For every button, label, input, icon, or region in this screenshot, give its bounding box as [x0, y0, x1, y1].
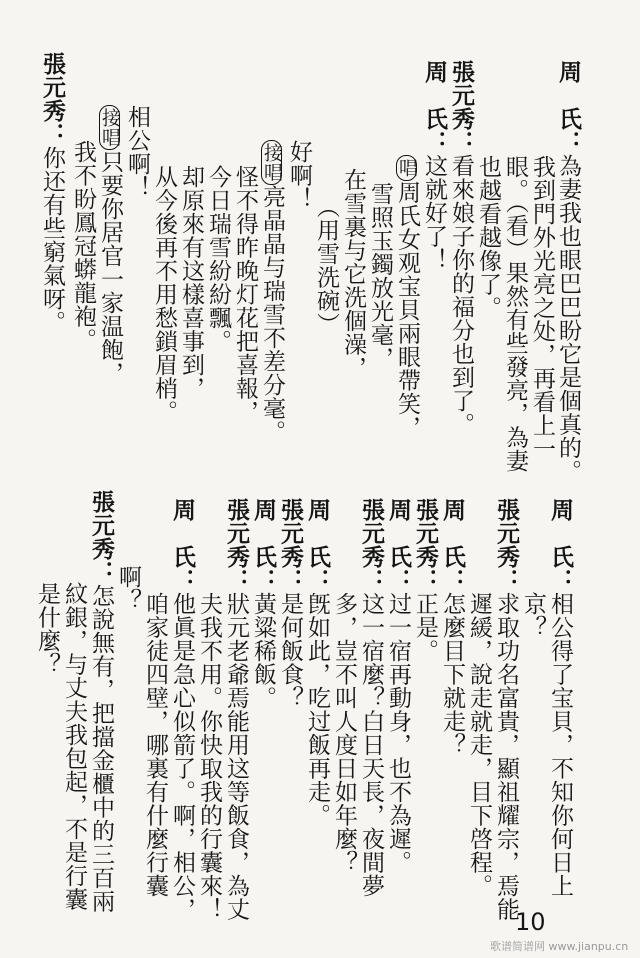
dialogue-text: 看來娘子你的福分也到了。 [448, 154, 474, 436]
speaker-label: 張元秀： [88, 490, 115, 584]
speaker-label: 張元秀： [493, 498, 520, 592]
dialogue-text: 正是。 [412, 592, 438, 663]
speaker-label: 張元秀： [277, 498, 304, 592]
dialogue-text: 相公得了宝貝，不知你何日上 [547, 592, 573, 898]
text-column [314, 195, 337, 336]
text-column [395, 155, 418, 439]
dialogue-text: 你还有些窮氣呀。 [39, 146, 65, 334]
page-number: 10 [515, 908, 546, 936]
dialogue-text: 夫我不用。你快取我的行囊來！ [196, 592, 222, 921]
lyric-text: 在雪裏与它洗個澡， [340, 168, 366, 380]
lyric-text: 却原來有这樣喜事到， [178, 165, 204, 400]
speaker-label: 張元秀： [39, 52, 66, 146]
dialogue-text: 求取功名富貴，顯祖耀宗，焉能 [493, 592, 519, 921]
dialogue-text: 眼。（看）果然有些發亮，為妻 [502, 155, 528, 473]
dialogue-text: 遲緩，說走就走，目下啓程。 [466, 592, 492, 898]
text-column [40, 52, 64, 334]
speaker-label: 周 氏： [421, 60, 448, 154]
text-column [197, 592, 220, 921]
dialogue-text: 好啊！ [286, 140, 312, 211]
text-column [413, 498, 437, 663]
text-column [422, 60, 446, 272]
text-column [332, 592, 355, 874]
dialogue-text: 旣如此，吃过飯再走。 [304, 592, 330, 827]
speaker-label: 周 氏： [439, 498, 466, 592]
dialogue-text: 為妻我也眼巴巴盼它是個真的。 [555, 154, 581, 483]
text-column [251, 498, 275, 710]
text-column [440, 498, 464, 757]
text-column [467, 592, 490, 898]
text-column [287, 140, 310, 211]
text-column [476, 155, 499, 320]
dialogue-text: 这就好了！ [421, 154, 447, 272]
stage-direction: （用雪洗碗） [313, 195, 339, 336]
speaker-label: 周 氏： [250, 498, 277, 592]
speaker-label: 周 氏： [304, 498, 331, 592]
text-column [179, 165, 202, 400]
text-column [62, 582, 85, 911]
lyric-text: 今日瑞雪紛紛飄。 [205, 165, 231, 353]
dialogue-text: 是什麼？ [34, 582, 60, 676]
dialogue-text: 怎說無有，把擋金櫃中的三百兩 [88, 584, 114, 913]
text-column [71, 140, 94, 352]
singing-badge: 接唱 [261, 140, 282, 185]
text-column [359, 498, 383, 898]
lyric-text: 周氏女观宝貝兩眼帶笑， [394, 180, 420, 439]
lyric-text: 从今後再不用愁鎖眉梢。 [151, 165, 177, 424]
dialogue-text: 狀元老爺焉能用这等飯食，為丈 [223, 592, 249, 921]
text-column [494, 498, 518, 921]
text-column [341, 168, 364, 380]
text-column [125, 105, 148, 199]
dialogue-text: 这一宿麼？白日天長，夜間夢 [358, 592, 384, 898]
dialogue-text: 京？ [520, 592, 546, 639]
dialogue-text: 是何飯食？ [277, 592, 303, 710]
text-column [305, 498, 329, 827]
lyric-text: 亮晶晶与瑞雪不差分毫。 [259, 185, 285, 444]
text-column [206, 165, 229, 353]
text-column [143, 592, 166, 898]
text-column [530, 155, 553, 461]
lyric-text: 我不盼鳳冠蟒龍袍。 [70, 140, 96, 352]
speaker-label: 張元秀： [448, 60, 475, 154]
dialogue-text: 也越看越像了。 [475, 155, 501, 320]
speaker-label: 張元秀： [358, 498, 385, 592]
speaker-label: 周 氏： [385, 498, 412, 592]
speaker-label: 張元秀： [412, 498, 439, 592]
speaker-label: 張元秀： [223, 498, 250, 592]
dialogue-text: 咱家徒四壁，哪裏有什麼行囊 [142, 592, 168, 898]
site-watermark: 歌谱简谱网 www.jianpu.cn [490, 940, 629, 953]
text-column [260, 140, 283, 444]
dialogue-text: 黃粱稀飯。 [250, 592, 276, 710]
text-column [89, 490, 113, 913]
dialogue-text: 他眞是急心似箭了。啊，相公， [169, 592, 195, 921]
text-column [233, 165, 256, 424]
text-column [278, 498, 302, 710]
dialogue-text: 我到門外光亮之处，再看上一 [529, 155, 555, 461]
dialogue-text: 啊？ [115, 565, 141, 612]
text-column [368, 182, 391, 370]
text-column [548, 498, 572, 898]
dialogue-text: 过一宿再動身，也不為遲。 [385, 592, 411, 874]
text-column [386, 498, 410, 874]
lyric-text: 雪照玉鐲放光毫， [367, 182, 393, 370]
dialogue-text: 怎麼目下就走？ [439, 592, 465, 757]
text-column [556, 60, 580, 483]
dialogue-text: 紋銀，与丈夫我包起，不是行囊 [61, 582, 87, 911]
dialogue-text: 多，豈不叫人度日如年麼？ [331, 592, 357, 874]
text-column [98, 105, 121, 385]
dialogue-text: 相公啊！ [124, 105, 150, 199]
singing-badge: 接唱 [99, 105, 120, 150]
lyric-text: 只要你居官一家温飽， [97, 150, 123, 385]
text-column [35, 582, 58, 676]
speaker-label: 周 氏： [555, 60, 582, 154]
text-column [152, 165, 175, 424]
lyric-text: 怪不得昨晚灯花把喜報， [232, 165, 258, 424]
text-column [521, 592, 544, 639]
speaker-label: 周 氏： [169, 498, 196, 592]
text-column [449, 60, 473, 436]
singing-badge: 唱 [396, 155, 417, 181]
text-column [170, 498, 194, 921]
speaker-label: 周 氏： [547, 498, 574, 592]
text-column [503, 155, 526, 473]
text-column [224, 498, 248, 921]
text-column [116, 565, 139, 612]
